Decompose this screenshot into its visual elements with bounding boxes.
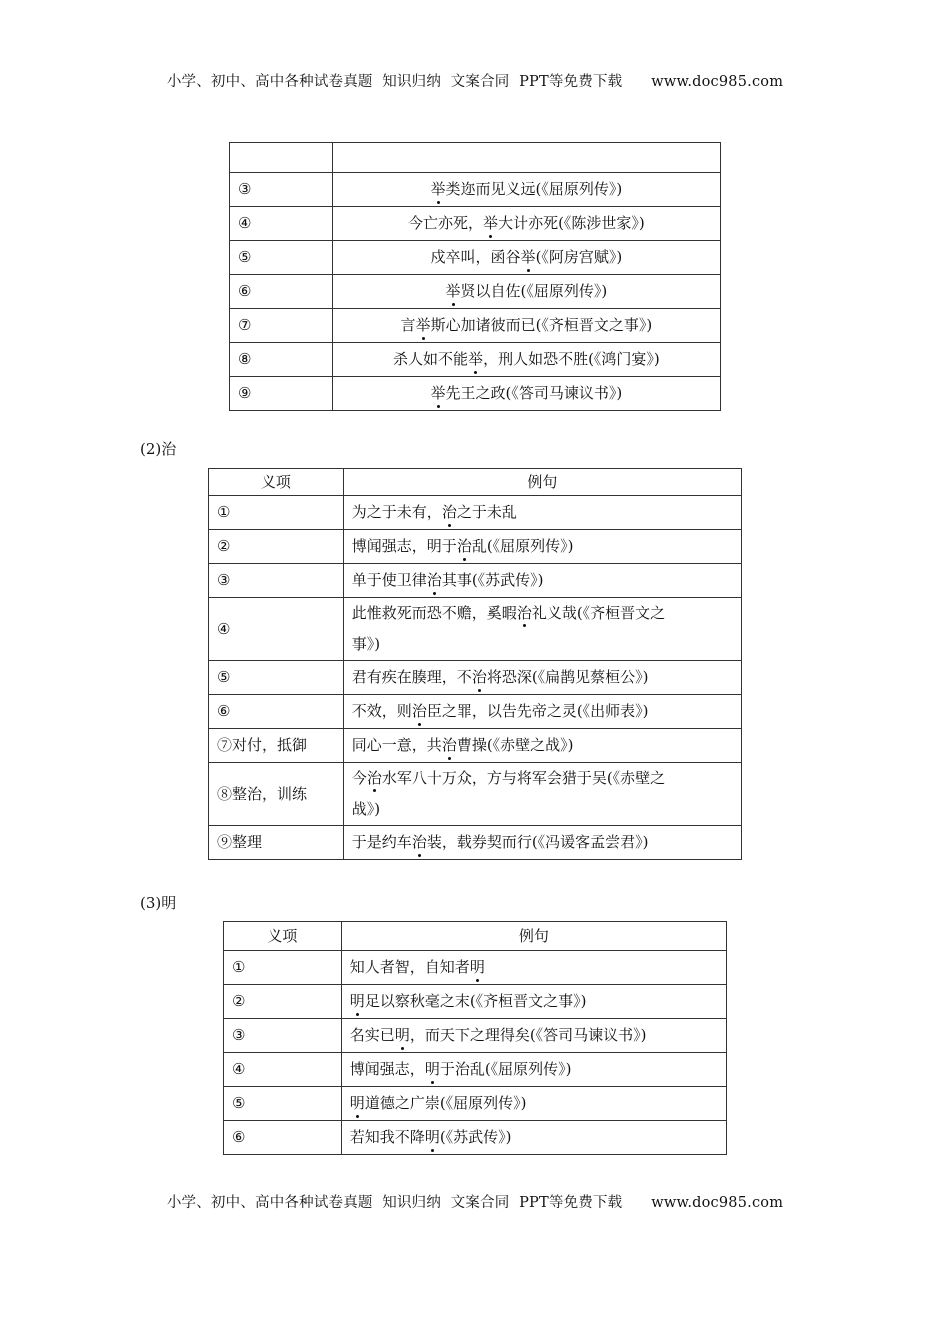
sentence-post: 将恐深(《扁鹊见蔡桓公》) (486, 668, 649, 686)
emphasized-char: 举 (431, 173, 446, 206)
sentence-pre: 今 (351, 769, 367, 787)
meaning-cell: ⑦对付，抵御 (209, 729, 344, 763)
table-row (209, 496, 742, 530)
meaning-cell: ⑤ (224, 1087, 342, 1121)
emphasized-char: 治 (427, 564, 442, 597)
sentence-pre: 博闻强志，明于 (351, 537, 457, 555)
example-cell (332, 377, 720, 411)
sentence-pre: 今亡亦死， (408, 214, 484, 232)
sentence-post: 大计亦死(《陈涉世家》) (498, 214, 645, 232)
sentence-post: 装，载券契而行(《冯谖客孟尝君》) (426, 833, 649, 851)
example-cell (341, 1087, 726, 1121)
table-header-row (209, 469, 742, 496)
sentence-post: 类迩而见义远(《屈原列传》) (445, 180, 623, 198)
emphasized-char: 明 (395, 1019, 410, 1052)
sentence-pre: 名实已 (349, 1026, 395, 1044)
example-cell (343, 598, 741, 661)
sentence-pre: 言 (400, 316, 416, 334)
emphasized-char: 举 (468, 343, 483, 376)
example-cell (332, 309, 720, 343)
sentence-pre: 若知我不降 (349, 1128, 425, 1146)
meaning-cell: ⑤ (209, 661, 344, 695)
table-row (224, 1087, 727, 1121)
sentence-pre: 此惟救死而恐不赡，奚暇 (351, 604, 517, 622)
column-header-example: 例句 (343, 469, 741, 496)
example-cell (343, 763, 741, 826)
example-cell (343, 695, 741, 729)
section-label-ming: (3)明 (140, 894, 177, 912)
sentence-post: 足以察秋毫之末(《齐桓晋文之事》) (364, 992, 587, 1010)
sentence-post: 水军八十万众，方与将军会猎于吴(《赤壁之 (381, 769, 666, 787)
example-cell (341, 951, 726, 985)
sentence-cont: 事》) (351, 635, 381, 653)
sentence-pre: 同心一意，共 (351, 736, 442, 754)
meaning-cell: ⑨整理 (209, 826, 344, 860)
emphasized-char: 举 (416, 309, 431, 342)
sentence-post: ，而天下之理得矣(《答司马谏议书》) (409, 1026, 647, 1044)
sentence-pre: 杀人如不能 (393, 350, 469, 368)
example-cell (343, 530, 741, 564)
meaning-cell: ⑥ (224, 1121, 342, 1155)
table-header-row (230, 143, 721, 173)
table-header-row (224, 922, 727, 951)
emphasized-char: 举 (446, 275, 461, 308)
emphasized-char: 治 (457, 530, 472, 563)
sentence-post: ，刑人如恐不胜(《鸿门宴》) (483, 350, 660, 368)
sentence-post: 道德之广崇(《屈原列传》) (364, 1094, 527, 1112)
table-row (209, 598, 742, 661)
meaning-cell: ⑧ (230, 343, 333, 377)
table-row (230, 275, 721, 309)
sentence-post: 斯心加诸彼而已(《齐桓晋文之事》) (430, 316, 653, 334)
example-cell (343, 496, 741, 530)
sentence-post: 之于未乱 (456, 503, 517, 521)
page-header: 小学、初中、高中各种试卷真题 知识归纳 文案合同 PPT等免费下载 www.doc985.com (166, 74, 784, 90)
table-row (224, 1053, 727, 1087)
example-cell (343, 564, 741, 598)
emphasized-char: 举 (483, 207, 498, 240)
table-row (224, 1019, 727, 1053)
table-row (230, 343, 721, 377)
meaning-cell: ⑤ (230, 241, 333, 275)
sentence-post: (《阿房宫赋》) (535, 248, 623, 266)
meaning-cell: ④ (230, 207, 333, 241)
table-row (209, 763, 742, 826)
table-row (230, 309, 721, 343)
emphasized-char: 治 (472, 661, 487, 694)
column-header-meaning: 义项 (209, 469, 344, 496)
meaning-cell: ② (224, 985, 342, 1019)
meaning-cell: ① (209, 496, 344, 530)
sentence-pre: 于是约车 (351, 833, 412, 851)
sentence-post: 乱(《屈原列传》) (471, 537, 574, 555)
column-header-example: 例句 (341, 922, 726, 951)
table-row (209, 564, 742, 598)
meaning-cell: ⑨ (230, 377, 333, 411)
example-cell (343, 661, 741, 695)
table-row (224, 951, 727, 985)
table-row (224, 985, 727, 1019)
table-ming (223, 921, 727, 1155)
table-row (209, 695, 742, 729)
column-header-meaning: 义项 (224, 922, 342, 951)
table-row (209, 729, 742, 763)
page-footer: 小学、初中、高中各种试卷真题 知识归纳 文案合同 PPT等免费下载 www.doc985.com (166, 1195, 784, 1211)
example-cell (332, 343, 720, 377)
meaning-cell: ⑧整治，训练 (209, 763, 344, 826)
meaning-cell: ③ (209, 564, 344, 598)
table-row (230, 241, 721, 275)
meaning-cell: ⑥ (209, 695, 344, 729)
table-row (230, 207, 721, 241)
table-row (209, 530, 742, 564)
meaning-cell: ④ (209, 598, 344, 661)
meaning-cell: ① (224, 951, 342, 985)
example-cell (341, 1121, 726, 1155)
example-cell (343, 729, 741, 763)
sentence-cont: 战》) (351, 800, 381, 818)
example-cell (341, 1019, 726, 1053)
table-zhi (208, 468, 742, 860)
emphasized-char: 治 (442, 729, 457, 762)
header-cell-empty (332, 143, 720, 173)
meaning-cell: ④ (224, 1053, 342, 1087)
sentence-pre: 单于使卫律 (351, 571, 427, 589)
sentence-pre: 为之于未有， (351, 503, 442, 521)
emphasized-char: 治 (412, 826, 427, 859)
emphasized-char: 治 (367, 763, 382, 794)
table-row (209, 661, 742, 695)
table-ju (229, 142, 721, 411)
emphasized-char: 明 (350, 985, 365, 1018)
example-cell (332, 241, 720, 275)
example-cell (332, 275, 720, 309)
meaning-cell: ③ (230, 173, 333, 207)
table-row (230, 173, 721, 207)
sentence-pre: 君有疾在腠理，不 (351, 668, 472, 686)
section-label-zhi: (2)治 (140, 440, 177, 458)
sentence-post: 曹操(《赤壁之战》) (456, 736, 574, 754)
sentence-post: 礼义哉(《齐桓晋文之 (531, 604, 666, 622)
sentence-pre: 知人者智，自知者 (349, 958, 470, 976)
example-cell (343, 826, 741, 860)
example-cell (332, 173, 720, 207)
sentence-post: 臣之罪，以告先帝之灵(《出师表》) (426, 702, 649, 720)
meaning-cell: ⑦ (230, 309, 333, 343)
header-cell-empty (230, 143, 333, 173)
sentence-post: 于治乱(《屈原列传》) (439, 1060, 572, 1078)
emphasized-char: 举 (521, 241, 536, 274)
emphasized-char: 明 (425, 1121, 440, 1154)
sentence-pre: 不效，则 (351, 702, 412, 720)
emphasized-char: 治 (442, 496, 457, 529)
table-row (224, 1121, 727, 1155)
sentence-pre: 戍卒叫，函谷 (430, 248, 521, 266)
meaning-cell: ③ (224, 1019, 342, 1053)
sentence-post: 其事(《苏武传》) (441, 571, 544, 589)
emphasized-char: 治 (412, 695, 427, 728)
emphasized-char: 明 (470, 951, 485, 984)
meaning-cell: ② (209, 530, 344, 564)
meaning-cell: ⑥ (230, 275, 333, 309)
example-cell (341, 1053, 726, 1087)
emphasized-char: 治 (517, 598, 532, 629)
emphasized-char: 明 (425, 1053, 440, 1086)
sentence-post: (《苏武传》) (439, 1128, 512, 1146)
table-row (209, 826, 742, 860)
example-cell (341, 985, 726, 1019)
emphasized-char: 明 (350, 1087, 365, 1120)
sentence-post: 先王之政(《答司马谏议书》) (445, 384, 623, 402)
sentence-post: 贤以自佐(《屈原列传》) (460, 282, 608, 300)
example-cell (332, 207, 720, 241)
sentence-pre: 博闻强志， (349, 1060, 425, 1078)
emphasized-char: 举 (431, 377, 446, 410)
table-row (230, 377, 721, 411)
